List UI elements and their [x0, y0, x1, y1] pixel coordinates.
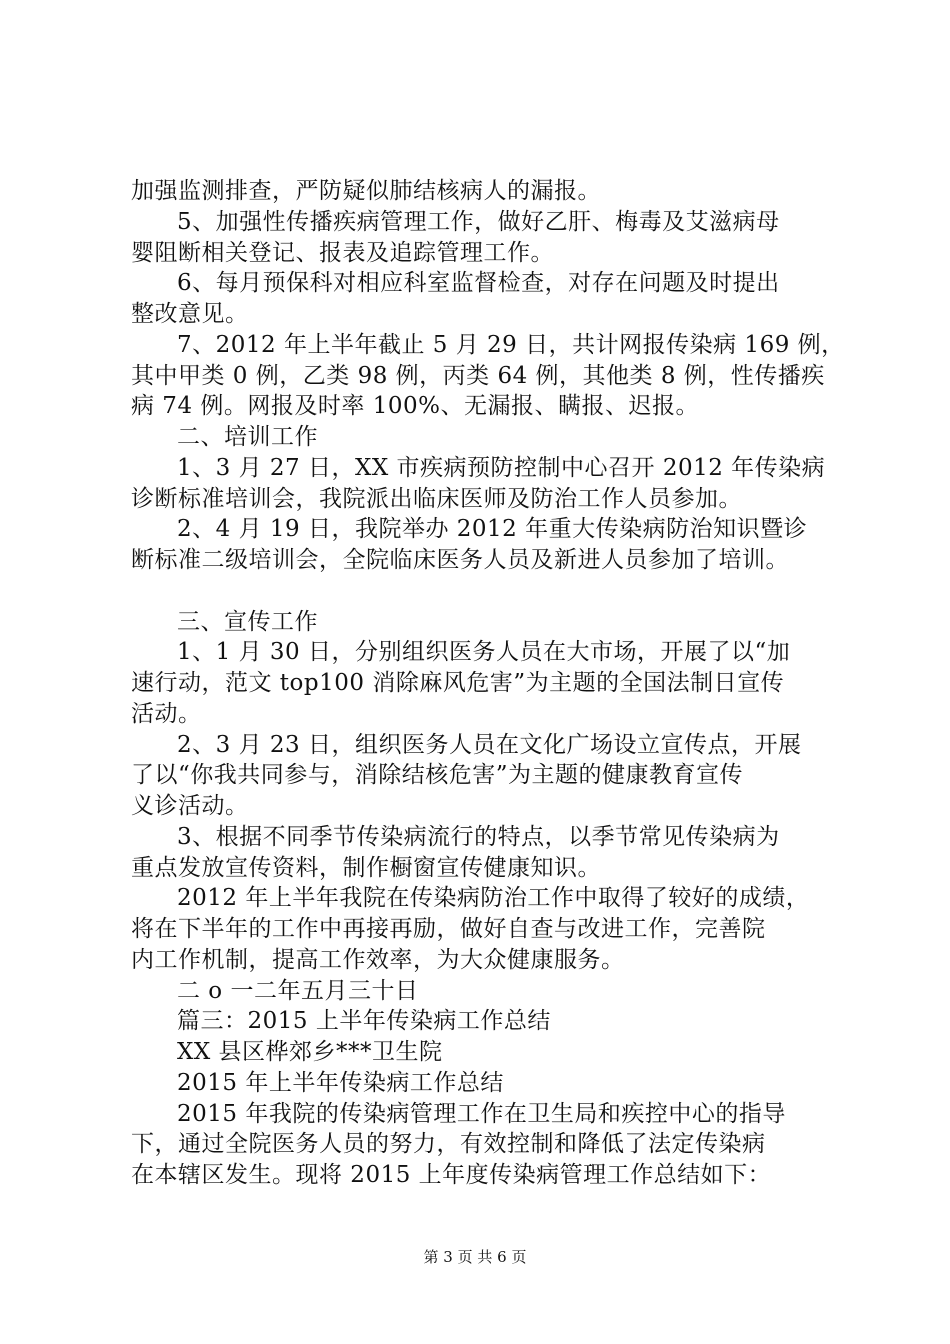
text-line: 加强监测排查，严防疑似肺结核病人的漏报。 — [131, 178, 601, 204]
text-line: 断标准二级培训会，全院临床医务人员及新进人员参加了培训。 — [131, 547, 789, 573]
text-line: 速行动，范文 top100 消除麻风危害”为主题的全国法制日宣传 — [131, 670, 785, 696]
text-line: 义诊活动。 — [131, 793, 249, 819]
section-heading: 三、宣传工作 — [177, 609, 318, 635]
text-line: 了以“你我共同参与，消除结核危害”为主题的健康教育宣传 — [131, 762, 744, 788]
text-line: 2、3 月 23 日，组织医务人员在文化广场设立宣传点，开展 — [177, 732, 802, 758]
text-line: 2015 年上半年传染病工作总结 — [177, 1070, 504, 1096]
text-line: 5、加强性传播疾病管理工作，做好乙肝、梅毒及艾滋病母 — [177, 209, 780, 235]
text-line: 在本辖区发生。现将 2015 上年度传染病管理工作总结如下： — [131, 1162, 772, 1188]
text-line: 婴阻断相关登记、报表及追踪管理工作。 — [131, 240, 554, 266]
text-line: 将在下半年的工作中再接再励，做好自查与改进工作，完善院 — [131, 916, 766, 942]
text-line: 3、根据不同季节传染病流行的特点，以季节常见传染病为 — [177, 824, 780, 850]
text-line: 篇三：2015 上半年传染病工作总结 — [177, 1008, 551, 1034]
text-line: 1、3 月 27 日，XX 市疾病预防控制中心召开 2012 年传染病 — [177, 455, 826, 481]
text-line: 下，通过全院医务人员的努力，有效控制和降低了法定传染病 — [131, 1131, 766, 1157]
text-line: 二 o 一二年五月三十日 — [177, 978, 419, 1004]
text-line: 6、每月预保科对相应科室监督检查，对存在问题及时提出 — [177, 270, 780, 296]
text-line: 2015 年我院的传染病管理工作在卫生局和疾控中心的指导 — [177, 1101, 786, 1127]
text-line: 2012 年上半年我院在传染病防治工作中取得了较好的成绩， — [177, 885, 810, 911]
text-line: 整改意见。 — [131, 301, 249, 327]
text-line: 内工作机制，提高工作效率，为大众健康服务。 — [131, 947, 625, 973]
text-line: 7、2012 年上半年截止 5 月 29 日，共计网报传染病 169 例， — [177, 332, 845, 358]
page-footer: 第 3 页 共 6 页 — [423, 1248, 527, 1266]
text-line: XX 县区桦郊乡***卫生院 — [177, 1039, 443, 1065]
text-line: 活动。 — [131, 701, 202, 727]
text-line: 其中甲类 0 例，乙类 98 例，丙类 64 例，其他类 8 例，性传播疾 — [131, 363, 825, 389]
text-line: 重点发放宣传资料，制作橱窗宣传健康知识。 — [131, 855, 601, 881]
text-line: 诊断标准培训会，我院派出临床医师及防治工作人员参加。 — [131, 486, 742, 512]
section-heading: 二、培训工作 — [177, 424, 318, 450]
text-line: 1、1 月 30 日，分别组织医务人员在大市场，开展了以“加 — [177, 639, 791, 665]
text-line: 2、4 月 19 日，我院举办 2012 年重大传染病防治知识暨诊 — [177, 516, 808, 542]
text-line: 病 74 例。网报及时率 100%、无漏报、瞒报、迟报。 — [131, 393, 699, 419]
